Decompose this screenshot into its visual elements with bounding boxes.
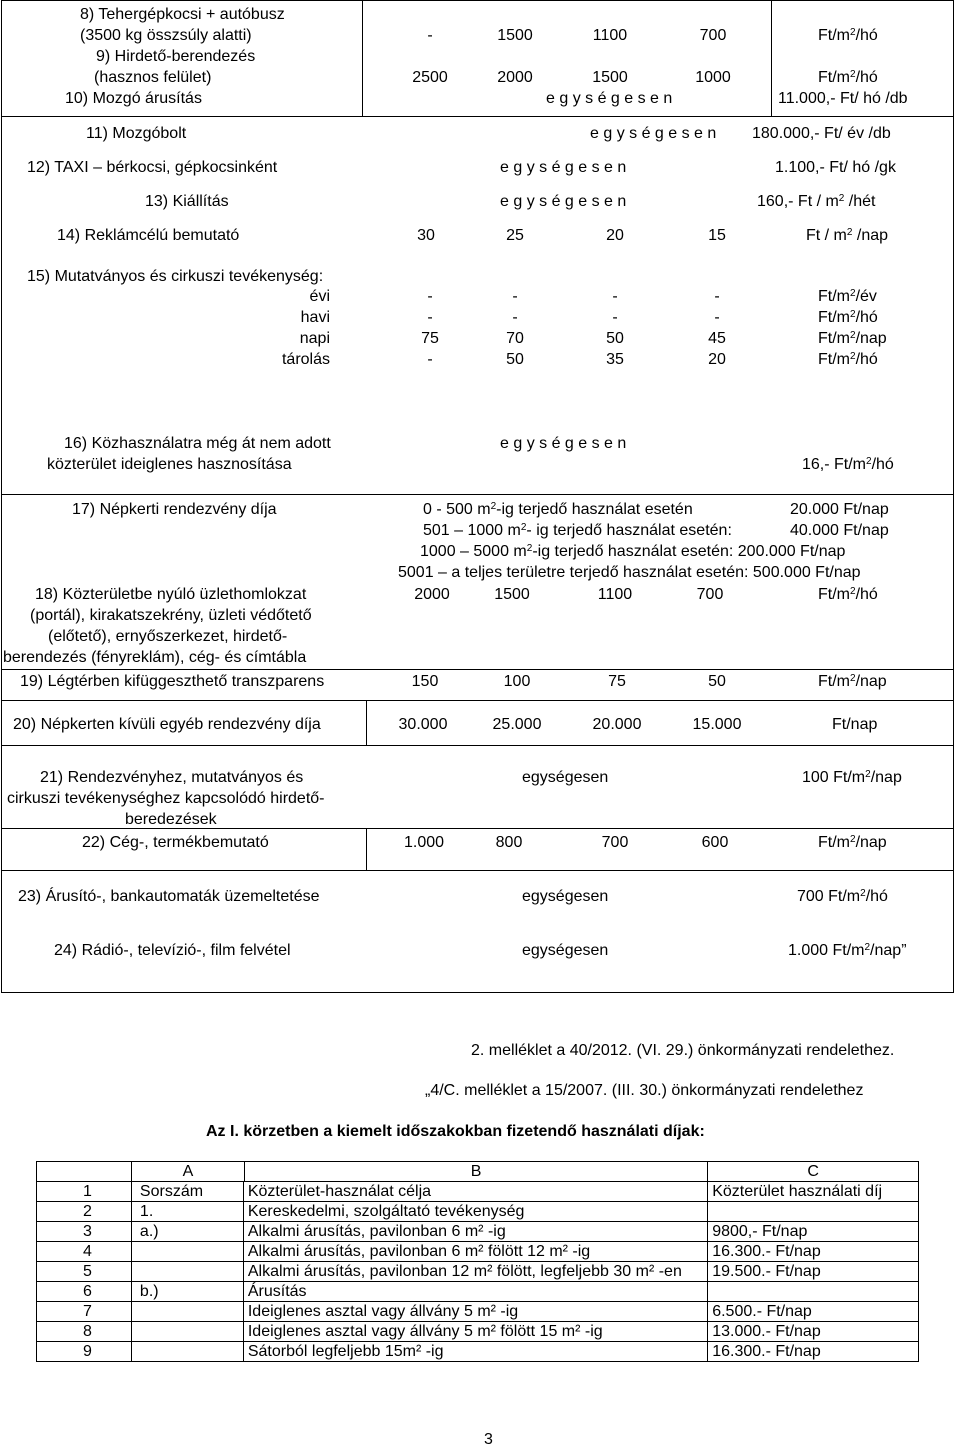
table-cell-b: Közterület-használat célja <box>243 1182 707 1202</box>
table-cell-b: Ideiglenes asztal vagy állvány 5 m² fölött 15 m² -ig <box>243 1322 707 1342</box>
row17-line1: 0 - 500 $m^2-ig$ terjedő használat esetén <box>423 501 693 518</box>
row9-value-2: 2000 <box>497 69 533 86</box>
row9-label-line1: 9) Hirdető-berendezés <box>96 48 256 65</box>
column-header-a: A <box>132 1162 245 1181</box>
row10-label: 10) Mozgó árusítás <box>65 90 202 107</box>
table-cell-c: Közterület használati díj <box>708 1182 919 1202</box>
row11-price: 180.000,- Ft/ év /db <box>752 125 891 142</box>
row15-label: 15) Mutatványos és cirkuszi tevékenység: <box>27 268 324 285</box>
row20-unit: Ft/nap <box>832 716 878 733</box>
table-row <box>37 1202 919 1222</box>
table-row <box>37 1302 919 1322</box>
table-cell-b: Alkalmi árusítás, pavilonban 6 m² fölött 12 m² -ig <box>243 1242 707 1262</box>
table-row <box>37 1282 919 1302</box>
row23-price: 700 $Ft/m^2/hó$ <box>797 888 888 905</box>
row17-label: 17) Népkerti rendezvény díja <box>72 501 277 518</box>
annex-line1: 2. melléklet a 40/2012. (VI. 29.) önkormányzati rendelethez. <box>471 1042 895 1059</box>
table-cell-a: Sorszám <box>131 1182 243 1202</box>
column-header-c: C <box>708 1162 919 1182</box>
grid-line <box>1 870 954 871</box>
table-cell-b: Alkalmi árusítás, pavilonban 6 m² -ig <box>243 1222 707 1242</box>
table-cell-n: 2 <box>37 1202 132 1222</box>
row10-uniform: e g y s é g e s e n <box>546 90 673 107</box>
row19-unit: $Ft/m^2$/nap <box>818 673 887 690</box>
grid-line <box>1 116 954 117</box>
annex-line2: „4/C. melléklet a 15/2007. (III. 30.) önkormányzati rendelethez <box>425 1082 864 1099</box>
row20-value-3: 20.000 <box>592 716 642 733</box>
table-cell-c <box>708 1282 919 1302</box>
row19-value-2: 100 <box>503 673 531 690</box>
row17-line1-price: 20.000 Ft/nap <box>790 501 889 518</box>
row18-value-3: 1100 <box>597 586 633 603</box>
row15-value: 50 <box>606 330 624 347</box>
row13-uniform: e g y s é g e s e n <box>500 193 627 210</box>
row15-value: - <box>512 288 518 305</box>
row22-unit: $Ft/m^2$/nap <box>818 834 887 851</box>
row8-value-4: 700 <box>699 27 727 44</box>
table-row <box>37 1322 919 1342</box>
table-cell-c <box>708 1202 919 1222</box>
row14-value-4: 15 <box>708 227 726 244</box>
row8-label-line1: 8) Tehergépkocsi + autóbusz <box>80 6 285 23</box>
row15-period-label: havi <box>300 309 330 326</box>
row22-label: 22) Cég-, termékbemutató <box>82 834 269 851</box>
table-cell-b: Kereskedelmi, szolgáltató tevékenység <box>243 1202 707 1222</box>
row10-price: 11.000,- Ft/ hó /db <box>778 90 908 107</box>
row15-value: - <box>427 351 433 368</box>
table-cell <box>131 1162 707 1182</box>
table-cell-b: Sátorból legfeljebb 15m² -ig <box>243 1342 707 1362</box>
row14-value-3: 20 <box>606 227 624 244</box>
row15-value: 75 <box>421 330 439 347</box>
column-header-b: B <box>470 1163 482 1180</box>
row15-unit: $Ft/m^2/hó$ <box>818 351 878 368</box>
table-cell-a: a.) <box>131 1222 243 1242</box>
row21-uniform: egységesen <box>522 769 609 786</box>
grid-line <box>1 700 954 701</box>
table-cell-c: 13.000.- Ft/nap <box>708 1322 919 1342</box>
table-row <box>37 1182 919 1202</box>
table-cell-a <box>131 1322 243 1342</box>
row15-value: - <box>427 288 433 305</box>
table-cell <box>37 1162 132 1182</box>
row18-value-1: 2000 <box>414 586 450 603</box>
row17-line4: 5001 – a teljes területre terjedő használat esetén: 500.000 Ft/nap <box>398 564 861 581</box>
table-cell-c: 9800,- Ft/nap <box>708 1222 919 1242</box>
grid-line <box>362 0 363 116</box>
page-number: 3 <box>484 1431 493 1448</box>
table-cell-n: 7 <box>37 1302 132 1322</box>
row19-value-1: 150 <box>411 673 439 690</box>
row16-label-line2: közterület ideiglenes hasznosítása <box>47 456 292 473</box>
table-cell-c: 16.300.- Ft/nap <box>708 1342 919 1362</box>
row16-uniform: e g y s é g e s e n <box>500 435 627 452</box>
row20-value-4: 15.000 <box>692 716 742 733</box>
row9-value-3: 1500 <box>592 69 628 86</box>
row15-unit: $Ft/m^2$/nap <box>818 330 887 347</box>
grid-line <box>1 0 954 1</box>
row11-label: 11) Mozgóbolt <box>86 125 187 142</box>
row15-period-label: napi <box>299 330 330 347</box>
row14-value-2: 25 <box>506 227 524 244</box>
table-cell-n: 9 <box>37 1342 132 1362</box>
row9-label-line2: (hasznos felület) <box>94 69 212 86</box>
row8-label-line2: (3500 kg összsúly alatti) <box>80 27 252 44</box>
table-cell-a <box>131 1342 243 1362</box>
row8-value-1: - <box>427 27 433 44</box>
row21-label-line1: 21) Rendezvényhez, mutatványos és <box>40 769 304 786</box>
table-cell-a <box>131 1262 243 1282</box>
row17-line2: 501 – 1000 $m^2-$ ig terjedő használat esetén: <box>423 522 732 539</box>
row15-value: - <box>612 309 618 326</box>
table-cell-a <box>131 1242 243 1262</box>
row24-label: 24) Rádió-, televízió-, film felvétel <box>54 942 291 959</box>
row15-value: - <box>714 288 720 305</box>
row21-label-line3: beredezések <box>125 811 217 828</box>
row16-label-line1: 16) Közhasználatra még át nem adott <box>64 435 331 452</box>
row15-value: 35 <box>606 351 624 368</box>
row17-line3: 1000 – 5000 $m^2-ig$ terjedő használat esetén: 200.000 Ft/nap <box>420 543 846 560</box>
table-cell-n: 3 <box>37 1222 132 1242</box>
row18-label-line4: berendezés (fényreklám), cég- és címtábla <box>3 649 307 666</box>
table-row <box>37 1342 919 1362</box>
table-cell-c: 19.500.- Ft/nap <box>708 1262 919 1282</box>
grid-line <box>1 745 954 746</box>
grid-line <box>1 494 954 495</box>
table-cell-b: Ideiglenes asztal vagy állvány 5 m² -ig <box>243 1302 707 1322</box>
row15-unit: $Ft/m^2/hó$ <box>818 309 878 326</box>
row22-value-1: 1.000 <box>403 834 445 851</box>
grid-line <box>1 669 954 670</box>
row22-value-2: 800 <box>495 834 523 851</box>
table-header-row <box>37 1162 919 1182</box>
row14-unit: Ft / $m^2$ /nap <box>806 227 889 244</box>
row15-value: 20 <box>708 351 726 368</box>
row13-label: 13) Kiállítás <box>145 193 229 210</box>
row19-label: 19) Légtérben kifüggeszthető transzparens <box>20 673 325 690</box>
row23-label: 23) Árusító-, bankautomaták üzemeltetése <box>18 888 320 905</box>
table-cell-n: 8 <box>37 1322 132 1342</box>
row15-value: 50 <box>506 351 524 368</box>
table-row <box>37 1222 919 1242</box>
row15-value: - <box>612 288 618 305</box>
row24-uniform: egységesen <box>522 942 609 959</box>
row22-value-3: 700 <box>601 834 629 851</box>
grid-line <box>1 992 954 993</box>
grid-line <box>366 701 367 745</box>
row9-value-4: 1000 <box>695 69 731 86</box>
row15-value: - <box>427 309 433 326</box>
row12-label: 12) TAXI – bérkocsi, gépkocsinként <box>27 159 278 176</box>
table-cell-c: 6.500.- Ft/nap <box>708 1302 919 1322</box>
table-row <box>37 1262 919 1282</box>
row8-unit: $Ft/m^2/hó$ <box>818 27 878 44</box>
row15-unit: $Ft/m^2/év$ <box>818 288 877 305</box>
row18-label-line3: (előtető), ernyőszerkezet, hirdető- <box>48 628 288 645</box>
row15-period-label: évi <box>309 288 330 305</box>
row21-label-line2: cirkuszi tevékenységhez kapcsolódó hirdető- <box>7 790 325 807</box>
row14-label: 14) Reklámcélú bemutató <box>57 227 240 244</box>
row12-uniform: e g y s é g e s e n <box>500 159 627 176</box>
row11-uniform: e g y s é g e s e n <box>590 125 717 142</box>
row17-line2-price: 40.000 Ft/nap <box>790 522 889 539</box>
fee-table <box>36 1161 919 1362</box>
row15-value: - <box>714 309 720 326</box>
row15-period-label: tárolás <box>281 351 330 368</box>
row20-value-1: 30.000 <box>398 716 448 733</box>
row9-unit: $Ft/m^2/hó$ <box>818 69 878 86</box>
table-cell-a: 1. <box>131 1202 243 1222</box>
table-cell-a: b.) <box>131 1282 243 1302</box>
annex-title: Az I. körzetben a kiemelt időszakokban fizetendő használati díjak: <box>206 1123 705 1140</box>
row18-value-2: 1500 <box>494 586 530 603</box>
row20-value-2: 25.000 <box>492 716 542 733</box>
row8-value-2: 1500 <box>497 27 533 44</box>
row22-value-4: 600 <box>701 834 729 851</box>
row18-label-line1: 18) Közterületbe nyúló üzlethomlokzat <box>35 586 307 603</box>
row18-value-4: 700 <box>696 586 724 603</box>
table-cell-c: 16.300.- Ft/nap <box>708 1242 919 1262</box>
row13-price: 160,- Ft / $m^2$ /hét <box>757 193 876 210</box>
row12-price: 1.100,- Ft/ hó /gk <box>775 159 896 176</box>
row9-value-1: 2500 <box>412 69 448 86</box>
row15-value: 70 <box>506 330 524 347</box>
row18-label-line2: (portál), kirakatszekrény, üzleti védőtető <box>30 607 312 624</box>
row18-unit: $Ft/m^2/hó$ <box>818 586 878 603</box>
row24-price: 1.000 $Ft/m^2$/nap” <box>788 942 907 959</box>
table-row <box>37 1242 919 1262</box>
row15-value: 45 <box>708 330 726 347</box>
row21-price: 100 $Ft/m^2$/nap <box>802 769 902 786</box>
row23-uniform: egységesen <box>522 888 609 905</box>
row19-value-4: 50 <box>708 673 726 690</box>
row19-value-3: 75 <box>608 673 626 690</box>
table-cell-n: 4 <box>37 1242 132 1262</box>
row14-value-1: 30 <box>417 227 435 244</box>
grid-line <box>953 0 954 993</box>
table-cell-b: Árusítás <box>243 1282 707 1302</box>
grid-line <box>366 829 367 870</box>
row16-price: 16,- $Ft/m^2/hó$ <box>802 456 894 473</box>
table-cell-n: 5 <box>37 1262 132 1282</box>
row20-label: 20) Népkerten kívüli egyéb rendezvény díja <box>13 716 321 733</box>
table-cell-a <box>131 1302 243 1322</box>
grid-line <box>771 0 772 116</box>
table-cell-n: 1 <box>37 1182 132 1202</box>
grid-line <box>1 0 2 993</box>
row15-value: - <box>512 309 518 326</box>
row8-value-3: 1100 <box>592 27 628 44</box>
table-cell-b: Alkalmi árusítás, pavilonban 12 m² fölött, legfeljebb 30 m² -en <box>243 1262 707 1282</box>
table-cell-n: 6 <box>37 1282 132 1302</box>
